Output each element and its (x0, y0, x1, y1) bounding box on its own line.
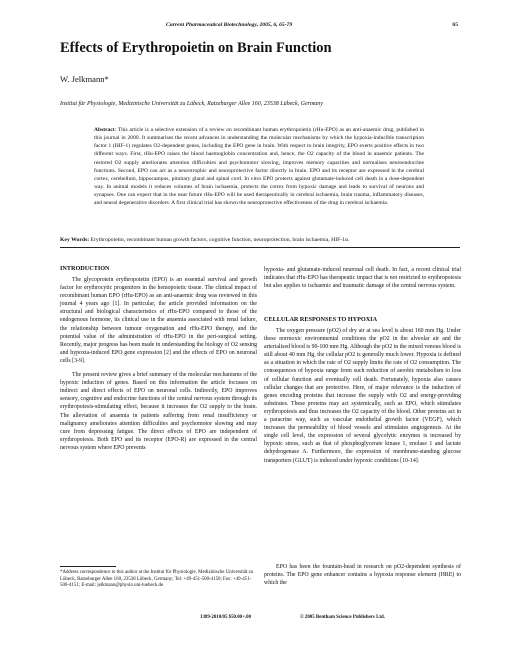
section-heading-hypoxia: CELLULAR RESPONSES TO HYPOXIA (264, 316, 378, 323)
intro-paragraph-1: The glycoprotein erythropoietin (EPO) is an essential survival and growth factor for erythrocytic progenitors in the hemopoietic tissue. The clinical impact of recombinant human EPO (rHu-EPO) as an anti-anaemic drug was reviewed in this journal 4 years ago [1]. In particular, the article provided information on the structural and biological characteristics of rHu-EPO compared to those of the endogenous hormone, its clinical use in the anaemia associated with renal failure, the relationship between tumour oxygenation and rHu-EPO therapy, and the potential value of the administration of rHu-EPO in the peri-surgical setting. Recently, major progress has been made in understanding the biology of O2 sensing and hypoxia-induced EPO gene expression [2] and the effects of EPO on neuronal cells [3-9]. (60, 277, 257, 364)
keywords-block (60, 237, 460, 243)
author-affiliation: Institut für Physiologie, Medizinische Universität zu Lübeck, Ratzeburger Allee 160, 23538 Lübeck, Germany (60, 101, 323, 107)
page-number: 65 (452, 22, 458, 28)
header-divider (60, 247, 460, 248)
right-column-main (264, 327, 461, 465)
hypoxia-paragraph-1: The oxygen pressure (pO2) of dry air at sea level is about 160 mm Hg. Under these normoxic environmental conditions the pO2 in the alveolar air and the arterialised blood is 90-100 mm Hg. Although the pO2 in the mixed venous blood is still about 40 mm Hg, the cellular pO2 is generally much lower. Hypoxia is defined as a situation in which the rate of O2 supply limits the rate of O2 consumption. The consequences of hypoxia range from such reduction of aerobic metabolism to loss of cellular function and eventually cell death. Fortunately, hypoxia also causes cellular changes that are protective. Here, of major relevance is the induction of genes encoding proteins that increase the supply with O2 and energy-providing substrates. These proteins may act systemically, such as EPO, which stimulates erythropoiesis and thus increases the O2 capacity of the blood. Other proteins act in a paracrine way, such as vascular endothelial growth factor (VEGF), which increases the permeability of blood vessels and stimulates angiogenesis. At the single cell level, the expression of several glycolytic enzymes is increased by hypoxic stress, such as that of phosphoglycerate kinase 1, enolase 1 and lactate dehydrogenase A. Furthermore, the expression of membrane-standing glucose transporters (GLUT) is induced under hypoxic conditions [10-14]. (264, 328, 461, 464)
hypoxia-paragraph-2: EPO has been the fountain-head in research on pO2-dependent synthesis of proteins. The EPO gene enhancer contains a hypoxia response element (HRE) to which the (264, 564, 461, 587)
right-column-top (264, 266, 461, 290)
right-paragraph-continued: hypoxia- and glutamate-induced neuronal cell death. In fact, a recent clinical trial indicates that rHu-EPO has therapeutic impact that is not restricted to erythropoiesis but also applies to ischaemic and traumatic damage of the central nervous system. (264, 267, 461, 290)
keywords-label: Key Words: (60, 237, 90, 243)
left-column (60, 276, 257, 452)
keywords-text: Erythropoietin, recombinant human growth factors, cognitive function, neuroprotection, brain ischaemia, HIF-1α. (89, 237, 350, 243)
issn-footer: 1389-2010/05 $50.00+.00 (200, 615, 252, 620)
abstract-label: Abstract (94, 127, 115, 133)
author-name: W. Jelkmann* (60, 74, 109, 84)
article-title: Effects of Erythropoietin on Brain Function (60, 40, 332, 56)
footnote-divider (60, 566, 116, 567)
abstract-block (94, 126, 424, 207)
right-column-bottom (264, 563, 461, 587)
copyright-footer: © 2005 Bentham Science Publishers Ltd. (300, 615, 385, 620)
abstract-text: : This article is a selective extension of a review on recombinant human erythropoietin (rHu-EPO) as an anti-anaemic drug, published in this journal in 2000. It summarises the recent advances in understanding the molecular mechanisms by which the hypoxia-inducible transcription factor 1 (HIF-1) regulates O2-dependent genes, including the EPO gene in brain. With respect to brain integrity, EPO exerts positive effects in two different ways. First, rHu-EPO raises the blood haemoglobin concentration and, hence, the O2 capacity of the blood in anaemic patients. The restored O2 supply ameliorates attention difficulties and psychomotor slowing, improves memory capacities and normalises neuroendocrine functions. Second, EPO can act as a neurotrophic and neuroprotective factor directly in brain. EPO and its receptor are expressed in the cerebral cortex, cerebellum, hippocampus, pituitary gland and spinal cord. In vitro EPO protects against glutamate-induced cell death in a dose-dependent way. In animal models it reduces volumes of brain ischaemia, protects the cortex from hypoxic damage and leads to survival of neurons and synapses. One can expect that in the near future rHu-EPO will be used therapeutically in cerebral ischaemia, brain trauma, inflammatory diseases, and neural degenerative disorders. A first clinical trial has shown the neuroprotective effectiveness of the drug in cerebral ischaemia. (94, 127, 424, 207)
intro-paragraph-2: The present review gives a brief summary of the molecular mechanisms of the hypoxic induction of genes. Based on this information the article focusses on indirect and direct effects of EPO on neuronal cells. Indirectly, EPO improves sensory, cognitive and endocrine functions of the central nervous system through its erythropoiesis-stimulating effect, because it increases the O2 supply to the brain. The alleviation of anaemia in patients suffering from renal insufficiency or malignancy ameliorates attention difficulties and psychomotor slowing and may cure from depressing fatigue. The direct effects of EPO are independent of erythropoiesis. Both EPO and its receptor (EPO-R) are expressed in the central nervous system where EPO prevents (60, 372, 257, 451)
section-heading-introduction: INTRODUCTION (60, 265, 110, 272)
correspondence-footnote: *Address correspondence to this author at the Institut für Physiologie, Medizinische Universität zu Lübeck, Ratzeburger Allee 160, 23538 Lübeck, Germany; Tel: +49-451-500-4150; Fax: +49-451-500-4151; E-mail: jelkmann@physio.uni-luebeck.de (60, 570, 254, 589)
running-header: Current Pharmaceutical Biotechnology, 2005, 6, 65-79 (165, 22, 293, 28)
